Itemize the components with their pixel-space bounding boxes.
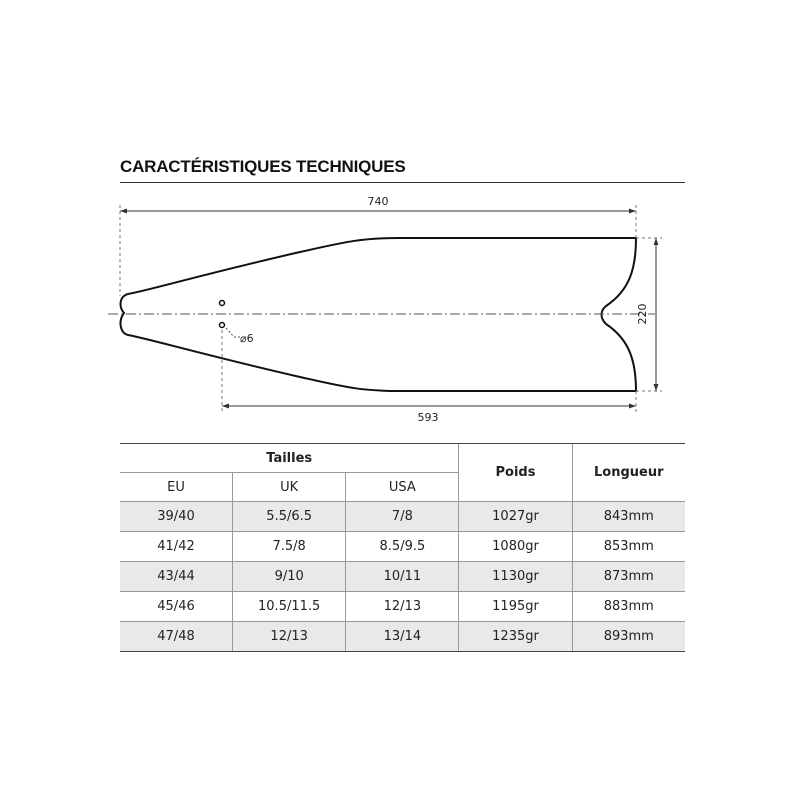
- cell-length: 853mm: [572, 532, 685, 562]
- cell-uk: 5.5/6.5: [233, 502, 346, 532]
- cell-usa: 7/8: [346, 502, 459, 532]
- cell-usa: 8.5/9.5: [346, 532, 459, 562]
- cell-usa: 12/13: [346, 592, 459, 622]
- hole-diameter-label: ⌀6: [240, 332, 254, 345]
- arrow-down-icon: [654, 384, 659, 391]
- table-row: [120, 502, 685, 532]
- cell-eu: 45/46: [120, 592, 233, 622]
- mounting-hole-upper: [220, 301, 225, 306]
- arrow-right-icon: [629, 404, 636, 409]
- header-usa: USA: [346, 473, 459, 502]
- sizes-table: [120, 443, 685, 652]
- cell-uk: 10.5/11.5: [233, 592, 346, 622]
- cell-length: 883mm: [572, 592, 685, 622]
- cell-length: 893mm: [572, 622, 685, 652]
- header-eu: EU: [120, 473, 233, 502]
- cell-weight: 1130gr: [459, 562, 572, 592]
- arrow-up-icon: [654, 238, 659, 245]
- cell-uk: 7.5/8: [233, 532, 346, 562]
- cell-weight: 1195gr: [459, 592, 572, 622]
- header-uk: UK: [233, 473, 346, 502]
- header-length: Longueur: [572, 444, 685, 502]
- cell-uk: 12/13: [233, 622, 346, 652]
- cell-weight: 1235gr: [459, 622, 572, 652]
- table-row: [120, 532, 685, 562]
- cell-length: 873mm: [572, 562, 685, 592]
- cell-eu: 43/44: [120, 562, 233, 592]
- table-row: [120, 562, 685, 592]
- page-title: CARACTÉRISTIQUES TECHNIQUES: [120, 157, 406, 176]
- arrow-left-icon: [222, 404, 229, 409]
- header-weight: Poids: [459, 444, 572, 502]
- cell-eu: 39/40: [120, 502, 233, 532]
- dimension-foot-length: 593: [417, 411, 439, 424]
- table-row: [120, 622, 685, 652]
- header-sizes: Tailles: [120, 444, 459, 473]
- arrow-right-icon: [629, 209, 636, 214]
- cell-weight: 1080gr: [459, 532, 572, 562]
- cell-eu: 41/42: [120, 532, 233, 562]
- cell-usa: 10/11: [346, 562, 459, 592]
- hole-leader-line: [226, 328, 240, 337]
- cell-usa: 13/14: [346, 622, 459, 652]
- dimension-blade-width: 220: [636, 303, 649, 325]
- cell-eu: 47/48: [120, 622, 233, 652]
- arrow-left-icon: [120, 209, 127, 214]
- table-row: [120, 592, 685, 622]
- cell-weight: 1027gr: [459, 502, 572, 532]
- cell-length: 843mm: [572, 502, 685, 532]
- mounting-hole-lower: [220, 323, 225, 328]
- cell-uk: 9/10: [233, 562, 346, 592]
- dimension-total-length: 740: [367, 195, 389, 208]
